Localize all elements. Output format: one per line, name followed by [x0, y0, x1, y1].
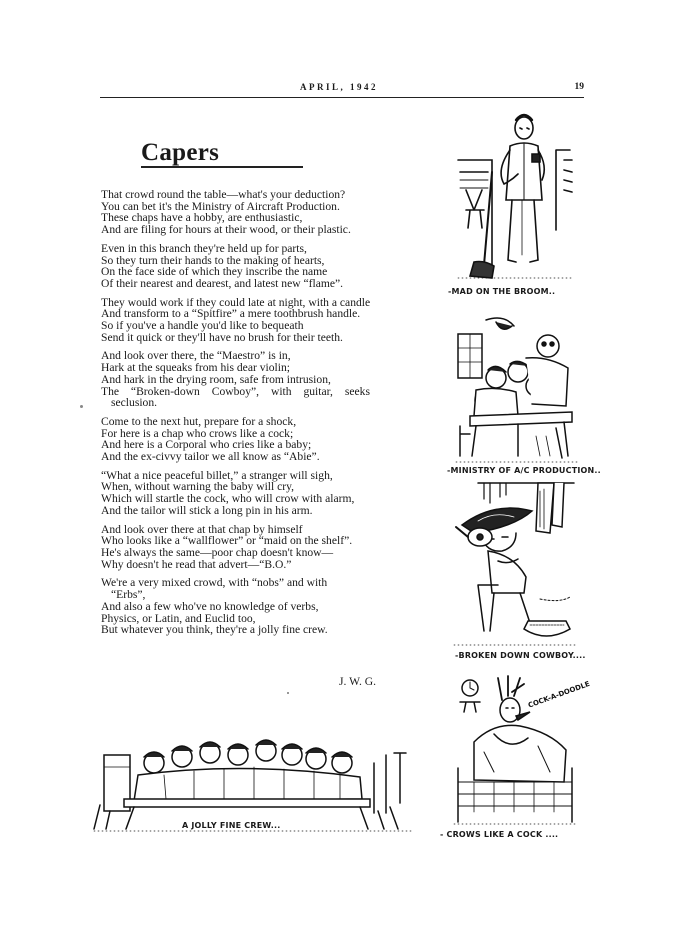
poem-line: And look over there, the “Maestro” is in, [101, 349, 291, 363]
poem-line: And look over there at that chap by himself [101, 522, 303, 536]
poem-line: And transform to a “Spitfire” a mere toothbrush handle. [101, 307, 361, 321]
poem-line: And hark in the drying room, safe from intrusion, [101, 372, 331, 386]
poem-line: You can bet it's the Ministry of Aircraft Production. [101, 199, 340, 213]
ministry-cartoon [456, 316, 578, 466]
poem-line: And are filing for hours at their wood, or their plastic. [101, 223, 351, 237]
poem-line: And also a few who've no knowledge of verbs, [101, 599, 319, 613]
poem-line: That crowd round the table—what's your deduction? [101, 188, 346, 201]
poem-line: But whatever you think, they're a jolly fine crew. [101, 623, 328, 637]
stanza [101, 297, 419, 344]
running-header [100, 82, 584, 98]
poem-line: And the ex-civvy tailor we all know as “Abie”. [101, 450, 320, 464]
poem-line: We're a very mixed crowd, with “nobs” and with “Erbs”, [101, 576, 328, 602]
poem-line: Even in this branch they're held up for parts, [101, 241, 307, 255]
cowboy-caption: -BROKEN DOWN COWBOY.... [455, 651, 586, 660]
poem-line: Why doesn't he read that advert—“B.O.” [101, 557, 292, 571]
broom-cartoon [452, 110, 578, 286]
poem-line: Send it quick or they'll have no brush for their teeth. [101, 330, 343, 344]
running-head: APRIL, 1942 [300, 82, 379, 92]
poem-line: The “Broken-down Cowboy”, with guitar, seeks seclusion. [101, 384, 370, 410]
margin-mark [80, 405, 83, 408]
cock-sound-text: COCK-A-DOODLE [527, 679, 591, 710]
poem-line: For here is a chap who crows like a cock; [101, 426, 294, 440]
cowboy-cartoon [454, 481, 576, 649]
poem-line: And the tailor will stick a long pin in his arm. [101, 503, 313, 517]
stanza [101, 350, 419, 409]
poem-line: “What a nice peaceful billet,” a stranger will sigh, [101, 468, 333, 482]
poem-line: So they turn their hands to the making of hearts, [101, 253, 325, 267]
article-title: Capers [141, 139, 220, 166]
poem-line: Hark at the squeaks from his dear violin; [101, 361, 290, 375]
poem-line: So if you've a handle you'd like to bequeath [101, 319, 304, 333]
stanza [101, 243, 419, 290]
cock-cartoon [454, 672, 591, 828]
page-number: 19 [574, 82, 584, 92]
stray-dot [287, 692, 289, 694]
poem-line: These chaps have a hobby, are enthusiastic, [101, 211, 303, 225]
poem-line: Physics, or Latin, and Euclid too, [101, 611, 256, 625]
poem-line: He's always the same—poor chap doesn't know— [101, 545, 334, 559]
stanza [101, 189, 419, 236]
stanza [101, 416, 419, 463]
poem-line: Who looks like a “wallflower” or “maid on the shelf”. [101, 534, 353, 548]
poem-line: And here is a Corporal who cries like a baby; [101, 438, 312, 452]
crew-caption: A JOLLY FINE CREW... [182, 821, 281, 830]
poem-line: On the face side of which they inscribe the name [101, 265, 328, 279]
stanza [101, 470, 419, 517]
title-underline [141, 166, 303, 168]
poem-line: Come to the next hut, prepare for a shock, [101, 414, 297, 428]
stanza [101, 577, 419, 636]
ministry-caption: -MINISTRY OF A/C PRODUCTION.. [447, 466, 601, 475]
broom-caption: -MAD ON THE BROOM.. [448, 287, 556, 296]
poem-line: Which will startle the cock, who will crow with alarm, [101, 492, 355, 506]
crew-cartoon [94, 733, 414, 833]
cock-caption: - CROWS LIKE A COCK .... [440, 830, 559, 839]
header-rule [100, 97, 584, 98]
stanza [101, 524, 419, 571]
poem [101, 189, 419, 643]
poem-line: Of their nearest and dearest, and latest new “flame”. [101, 276, 344, 290]
poem-line: They would work if they could late at night, with a candle [101, 295, 371, 309]
author-signature: J. W. G. [339, 675, 377, 688]
poem-line: When, without warning the baby will cry, [101, 480, 295, 494]
